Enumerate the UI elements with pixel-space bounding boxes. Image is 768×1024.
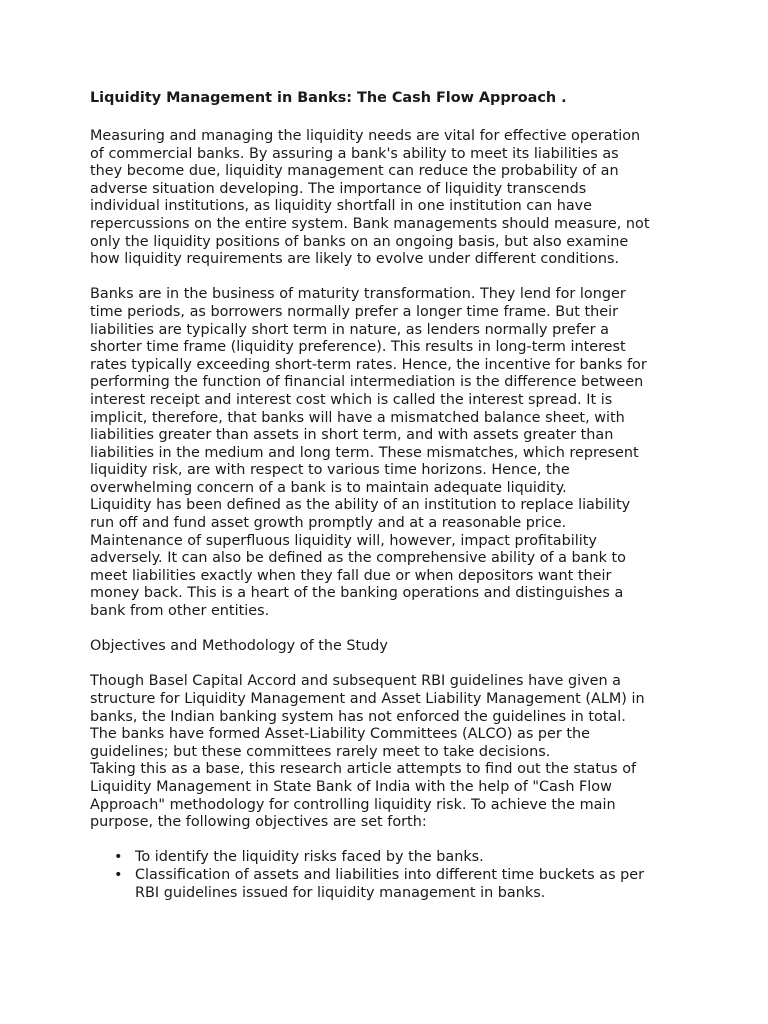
objectives-list [90,849,690,902]
paragraph-intro [90,128,690,269]
bullet-icon: • [114,849,123,866]
text-line: adversely. It can also be defined as the comprehensive ability of a bank to [90,550,626,567]
bullet-icon: • [114,866,123,883]
list-item [90,867,690,902]
text-line: guidelines; but these committees rarely meet to take decisions. [90,743,551,760]
text-line: of commercial banks. By assuring a bank's ability to meet its liabilities as [90,145,619,162]
text-line: performing the function of financial intermediation is the difference between [90,374,644,391]
text-line: only the liquidity positions of banks on an ongoing basis, but also examine [90,233,629,250]
text-line: interest receipt and interest cost which is called the interest spread. It is [90,391,613,408]
text-line: To identify the liquidity risks faced by the banks. [135,849,484,866]
text-line: time periods, as borrowers normally prefer a longer time frame. But their [90,303,619,320]
text-line: Maintenance of superfluous liquidity will, however, impact profitability [90,532,597,549]
text-line: rates typically exceeding short-term rates. Hence, the incentive for banks for [90,356,647,373]
text-line: Liquidity has been defined as the ability of an institution to replace liability [90,497,631,514]
text-line: meet liabilities exactly when they fall due or when depositors want their [90,567,612,584]
paragraph-objectives [90,673,690,831]
text-line: banks, the Indian banking system has not enforced the guidelines in total. [90,708,626,725]
text-line: Though Basel Capital Accord and subsequent RBI guidelines have given a [90,673,621,690]
text-line: they become due, liquidity management can reduce the probability of an [90,163,619,180]
text-line: RBI guidelines issued for liquidity management in banks. [135,884,546,901]
text-line: Measuring and managing the liquidity needs are vital for effective operation [90,128,641,144]
text-line: liabilities in the medium and long term. These mismatches, which represent [90,444,639,461]
text-line: Banks are in the business of maturity transformation. They lend for longer [90,286,626,303]
text-line: Classification of assets and liabilities into different time buckets as per [135,866,645,883]
text-line: repercussions on the entire system. Bank managements should measure, not [90,215,650,232]
text-line: Liquidity Management in State Bank of India with the help of "Cash Flow [90,778,612,795]
document-page [90,88,690,902]
text-line: shorter time frame (liquidity preference). This results in long-term interest [90,339,626,356]
text-line: bank from other entities. [90,603,270,620]
text-line: Taking this as a base, this research article attempts to find out the status of [90,761,637,778]
list-item [90,849,690,867]
text-line: liabilities are typically short term in nature, as lenders normally prefer a [90,321,609,338]
section-heading: Objectives and Methodology of the Study [90,638,388,655]
paragraph-maturity-transformation [90,286,690,620]
text-line: how liquidity requirements are likely to evolve under different conditions. [90,251,620,268]
text-line: purpose, the following objectives are set forth: [90,814,427,831]
text-line: overwhelming concern of a bank is to maintain adequate liquidity. [90,479,567,496]
text-line: adverse situation developing. The importance of liquidity transcends [90,180,587,197]
text-line: structure for Liquidity Management and Asset Liability Management (ALM) in [90,691,645,707]
text-line: implicit, therefore, that banks will have a mismatched balance sheet, with [90,409,625,426]
document-title: Liquidity Management in Banks: The Cash Flow Approach . [90,90,567,106]
text-line: Approach" methodology for controlling liquidity risk. To achieve the main [90,796,616,813]
text-line: individual institutions, as liquidity shortfall in one institution can have [90,198,593,215]
text-line: The banks have formed Asset-Liability Committees (ALCO) as per the [90,726,591,743]
text-line: liabilities greater than assets in short term, and with assets greater than [90,427,614,444]
text-line: run off and fund asset growth promptly and at a reasonable price. [90,515,567,532]
text-line: money back. This is a heart of the banking operations and distinguishes a [90,585,624,602]
text-line: liquidity risk, are with respect to various time horizons. Hence, the [90,462,570,479]
